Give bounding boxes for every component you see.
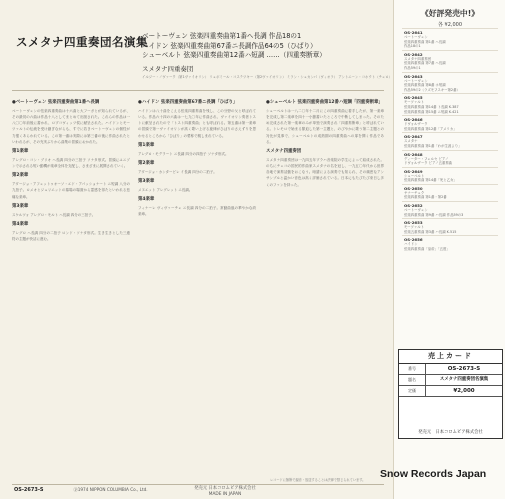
sales-card-row <box>399 375 502 386</box>
catalog-entry-number: OS-2648 <box>404 151 423 157</box>
catalog-entry <box>402 218 498 235</box>
catalog-entry-line: 弦楽四重奏曲 第14番「死と乙女」 <box>404 178 457 183</box>
section-text: スメタナ四重奏団は一九四五年プラハ音楽院の学生によって結成された。のちにチェコの国民的作曲家スメタナの名を冠し、一九五〇年代から世界各地で演奏活動をおこなう。暗譜による演奏でも知られ、その緻密なアンサンブルと温かい音色は高く評価されている。日本にもたびたび来日し多くのファンを持った。 <box>266 157 384 187</box>
section-heading: スメタナ四重奏団 <box>266 148 302 154</box>
section-text: アダージョ・カンタービレ イ長調 四分の二拍子。 <box>138 169 217 174</box>
catalog-entry-line: 弦楽四重奏曲「皇帝」「五度」 <box>404 247 450 252</box>
section-text: ハイドンは八十曲をこえる弦楽四重奏曲を残し、この分野の父と呼ばれている。作品六十四の六曲は一七九〇年に作曲され、ヴァイオリン奏者トストに献呈されたので「トスト四重奏曲」とも呼ばれる。第五番は第一楽章の冒頭で第一ヴァイオリンが高く歌い上げる旋律がひばりのさえずりを思わせるところから「ひばり」の愛称で親しまれている。 <box>138 109 256 138</box>
catalog-entry-line: 弦楽四重奏曲 第9番 ハ長調 作品59の3 <box>404 212 464 217</box>
catalog-entry-line: ディーター・フェルセ ピアノ <box>404 156 449 161</box>
catalog-entry-line: ドヴォルザーク <box>404 122 428 127</box>
program-list <box>142 32 393 80</box>
catalog-entry-line: 弦楽五重奏曲 第3番 ハ長調 K.515 <box>404 229 457 234</box>
catalog-entry-number: OS-2646 <box>404 117 423 123</box>
sales-card-key: 定価 <box>399 386 426 396</box>
catalog-entry-line: ベートーヴェン <box>404 208 428 213</box>
catalog-entry-line: シューベルト <box>404 173 425 178</box>
catalog-entry <box>402 167 498 184</box>
sales-card-title: 売上カード <box>399 350 502 364</box>
catalog-entry <box>402 184 498 201</box>
catalog-entry-number: OS-2652 <box>404 203 423 209</box>
notes-column-3 <box>266 98 384 478</box>
catalog-entry-line: ハイドン <box>404 242 418 247</box>
catalog-entry-line: モーツァルト <box>404 225 425 230</box>
section-heading: ●シューベルト 弦楽四重奏曲第12番ハ短調「四重奏断章」 <box>266 100 383 105</box>
catalog-entry <box>402 50 498 72</box>
catalog-entry-number: OS-2647 <box>404 134 423 140</box>
footer-publisher <box>180 486 270 497</box>
catalog-entry-line: ベートーヴェン <box>404 35 428 39</box>
copyright-line: ⓟ1974 NIPPON COLUMBIA Co., Ltd. <box>73 487 148 492</box>
catalog-entry <box>402 201 498 218</box>
sales-card-value: OS-2673-S <box>447 366 481 372</box>
catalog-entry-line: ドヴォルザーク ピアノ五重奏曲 <box>404 161 453 166</box>
catalog-entry <box>402 115 498 132</box>
section-text: メヌエット アレグレット ニ長調。 <box>138 188 193 193</box>
catalog-entry-line: スメタナ四重奏団 <box>404 56 432 61</box>
catalog-entry-line: モーツァルト <box>404 100 425 105</box>
section-heading: 第1楽章 <box>12 148 29 154</box>
program-item-1: ベートーヴェン 弦楽四重奏曲第1番ヘ長調 作品18の1 <box>142 32 302 40</box>
catalog-entry-line: 弦楽四重奏曲 第1番「わが生涯より」 <box>404 143 462 148</box>
catalog-entry-line: スメタナ <box>404 139 418 144</box>
catalog-entry <box>402 93 498 115</box>
sales-card-key: 番号 <box>399 364 426 374</box>
program-item-2: ハイドン 弦楽四重奏曲第67番ニ長調作品64の5（ひばり） <box>142 41 317 50</box>
section-text: アレグロ ヘ長調 四分の二拍子 ロンド・ソナタ形式。生き生きとした三連符の主題が快活に進む。 <box>12 230 130 242</box>
sales-card-blank-area <box>399 397 502 425</box>
section-heading: 第3楽章 <box>12 203 29 209</box>
series-price: 各 ¥2,000 <box>437 22 463 28</box>
section-heading: 第2楽章 <box>138 160 155 166</box>
album-title: スメタナ四重奏団名演集 <box>16 35 148 49</box>
catalog-entry-line: 作品59の1 <box>404 65 421 70</box>
notes-column-2 <box>138 98 256 478</box>
catalog-entry-line: 作品59の2（ラズモフスキー第2番） <box>404 87 460 92</box>
catalog-entry-number: OS-2653 <box>404 220 423 226</box>
section-text: アレグロ・モデラート ニ長調 四分の四拍子 ソナタ形式。 <box>138 151 229 156</box>
sales-card-value: スメタナ四重奏団名演集 <box>439 377 489 382</box>
program-item-3: シューベルト 弦楽四重奏曲第12番ハ短調 ……（四重奏断章） <box>142 51 326 60</box>
sales-card <box>398 349 503 439</box>
store-watermark: Snow Records Japan <box>380 468 487 480</box>
publisher-name: 発売元 日本コロムビア株式会社 <box>194 486 256 491</box>
sales-card-seller: 発売元 日本コロムビア株式会社 <box>418 430 483 435</box>
section-text: アレグロ・コン・ブリオ ヘ長調 四分の三拍子 ソナタ形式。冒頭にユニゾンで示される短い動機が楽章全体を支配し、さまざまに展開されていく。 <box>12 157 130 169</box>
now-on-sale-title: 《好評発売中!》 <box>420 9 480 18</box>
sales-card-row <box>399 386 502 397</box>
catalog-number: OS-2673-S <box>14 487 44 493</box>
catalog-entry-number: OS-2642 <box>404 51 423 57</box>
footer-catalog <box>14 487 148 493</box>
section-text: アダージョ・アフェットゥオーソ・エド・アパッショナート ニ短調 八分の九拍子。ロメオとジュリエットの墓場の場面から霊感を得たといわれる悲痛な楽章。 <box>12 182 130 199</box>
section-heading: ●ハイドン 弦楽四重奏曲第67番ニ長調「ひばり」 <box>138 100 238 105</box>
catalog-entry-line: 弦楽四重奏曲 第8番 ホ短調 <box>404 83 446 88</box>
notes-column-1 <box>12 98 130 478</box>
sales-card-value: ¥2,000 <box>453 388 475 394</box>
made-in-label: MADE IN JAPAN <box>208 491 242 497</box>
catalog-entry-line: ベートーヴェン <box>404 78 428 83</box>
section-text: シューベルトは一八二〇年十二月にこの四重奏曲に着手したが、第一楽章を完成し第二楽章を四十一小節書いたところで中断してしまった。そのため完成された第一楽章のみが単独で演奏され「四重奏断章」と呼ばれている。トレモロで始まる緊迫した第一主題と、のびやかに歌う第二主題との対比が見事で、シューベルトの成熟期の四重奏曲への扉を開く作品である。 <box>266 109 384 144</box>
catalog-entry <box>402 235 498 252</box>
header-divider <box>12 90 384 91</box>
section-heading: 第2楽章 <box>12 173 29 179</box>
catalog-entry-line: 弦楽四重奏曲 第15番 ニ短調 K.421 <box>404 109 459 114</box>
catalog-entry <box>402 28 498 50</box>
copyright-notice: レコードに無断で録音・放送することは法律で禁じられています。 <box>270 478 366 482</box>
catalog-entry <box>402 72 498 94</box>
section-text: フィナーレ ヴィヴァーチェ ニ長調 四分の二拍子。常動曲風の華やかな終楽章。 <box>138 206 256 217</box>
sales-card-row <box>399 364 502 375</box>
catalog-entry-line: 弦楽四重奏曲 第1番 ヘ長調 <box>404 39 446 44</box>
section-heading: 第4楽章 <box>12 221 29 227</box>
catalog-entry-line: 作品18の1 <box>404 44 421 49</box>
catalog-entry-number: OS-2656 <box>404 237 423 243</box>
section-heading: ●ベートーヴェン 弦楽四重奏曲第1番ヘ長調 <box>12 100 100 105</box>
catalog-entry-number: OS-2645 <box>404 95 423 101</box>
footer-divider <box>12 484 384 485</box>
section-heading: 第4楽章 <box>138 197 155 203</box>
section-text: ベートーヴェンの弦楽四重奏曲は十六曲と大フーガとが知られているが、その最初の六曲は作品十八としてまとめて出版された。これらの作品は一八〇〇年前後に書かれ、ロプコヴィッツ侯に献呈された。ハイドンとモーツァルトの伝統を受け継ぎながらも、すでに若きベートーヴェンの個性が力強くあらわれている。この第一番は実際には第三番の後に作曲されたといわれるが、その充実ぶりから曲集の冒頭におかれた。 <box>12 109 130 144</box>
sales-card-key: 題名 <box>399 375 426 385</box>
catalog-strip <box>394 0 505 499</box>
catalog-entry-number: OS-2641 <box>404 30 423 35</box>
catalog-entry-line: 弦楽四重奏曲 第1番・第2番 <box>404 195 447 200</box>
catalog-entry-number: OS-2649 <box>404 168 423 174</box>
catalog-entry-number: OS-2643 <box>404 73 423 79</box>
performer-name: スメタナ四重奏団 <box>142 64 194 73</box>
catalog-entry-line: ヤナーチェク <box>404 190 425 195</box>
catalog-entry-line: 弦楽四重奏曲 第7番 ヘ長調 <box>404 61 446 66</box>
catalog-entry <box>402 150 498 167</box>
catalog-entry-line: 弦楽四重奏曲 第14番 ト長調 K.387 <box>404 104 459 109</box>
section-heading: 第3楽章 <box>138 179 155 185</box>
performer-members: イルジー・ノヴァーク（第1ヴァイオリン） リュボミール・コステツキー（第2ヴァイオリン） ミラン・シュカンパ（ヴィオラ） アントニーン・コホウト（チェロ） <box>142 74 393 79</box>
strip-header <box>402 8 498 28</box>
section-text: スケルツォ アレグロ・モルト ヘ長調 四分の三拍子。 <box>12 212 96 217</box>
catalog-entry-number: OS-2650 <box>404 185 423 191</box>
section-heading: 第1楽章 <box>138 142 155 148</box>
catalog-entry <box>402 132 498 149</box>
catalog-list <box>402 28 498 346</box>
catalog-entry-line: 弦楽四重奏曲 第12番「アメリカ」 <box>404 126 457 131</box>
